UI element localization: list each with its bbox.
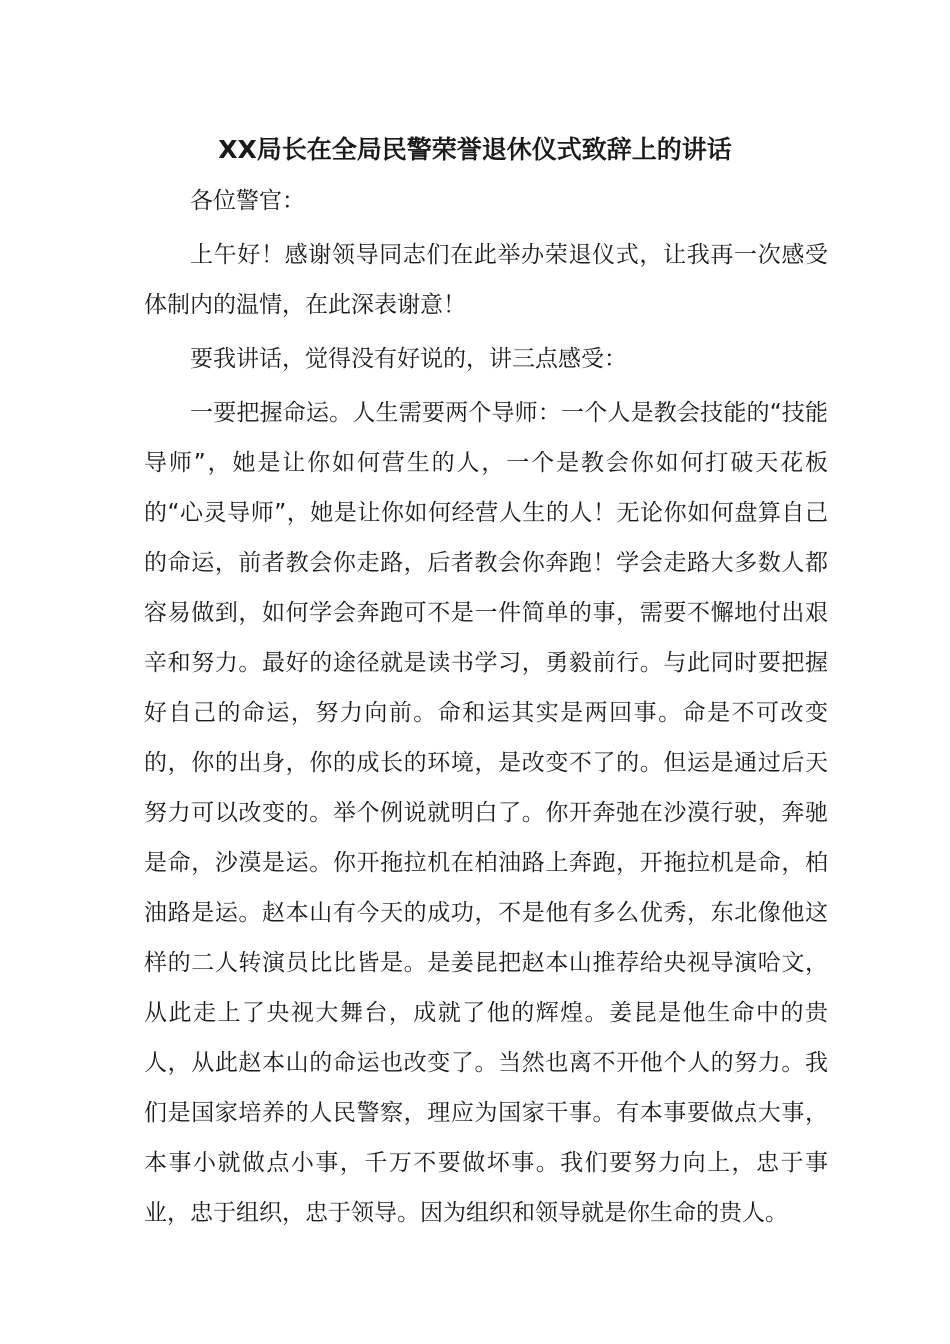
- intro-paragraph: 要我讲话，觉得没有好说的，讲三点感受：: [190, 346, 627, 372]
- document-body: [144, 176, 828, 1238]
- document-title: XX局长在全局民警荣誉退休仪式致辞上的讲话: [218, 135, 732, 164]
- greeting-paragraph: 上午好！感谢领导同志们在此举办荣退仪式，让我再一次感受体制内的温情，在此深表谢意！: [144, 242, 828, 318]
- point-one-paragraph: 一要把握命运。人生需要两个导师：一个人是教会技能的“技能导师”，她是让你如何营生的人，一个是教会你如何打破天花板的“心灵导师”，她是让你如何经营人生的人！无论你如何盘算自己的命运，前者教会你走路，后者教会你奔跑！学会走路大多数人都容易做到，如何学会奔跑可不是一件简单的事，需要不懈地付出艰辛和努力。最好的途径就是读书学习，勇毅前行。与此同时要把握好自己的命运，努力向前。命和运其实是两回事。命是不可改变的，你的出身，你的成长的环境，是改变不了的。但运是通过后天努力可以改变的。举个例说就明白了。你开奔弛在沙漠行驶，奔驰是命，沙漠是运。你开拖拉机在柏油路上奔跑，开拖拉机是命，柏油路是运。赵本山有今天的成功，不是他有多么优秀，东北像他这样的二人转演员比比皆是。是姜昆把赵本山推荐给央视导演哈文，从此走上了央视大舞台，成就了他的辉煌。姜昆是他生命中的贵人，从此赵本山的命运也改变了。当然也离不开他个人的努力。我们是国家培养的人民警察，理应为国家干事。有本事要做点大事，本事小就做点小事，千万不要做坏事。我们要努力向上，忠于事业，忠于组织，忠于领导。因为组织和领导就是你生命的贵人。: [144, 400, 828, 1226]
- salutation-paragraph: 各位警官：: [190, 188, 305, 214]
